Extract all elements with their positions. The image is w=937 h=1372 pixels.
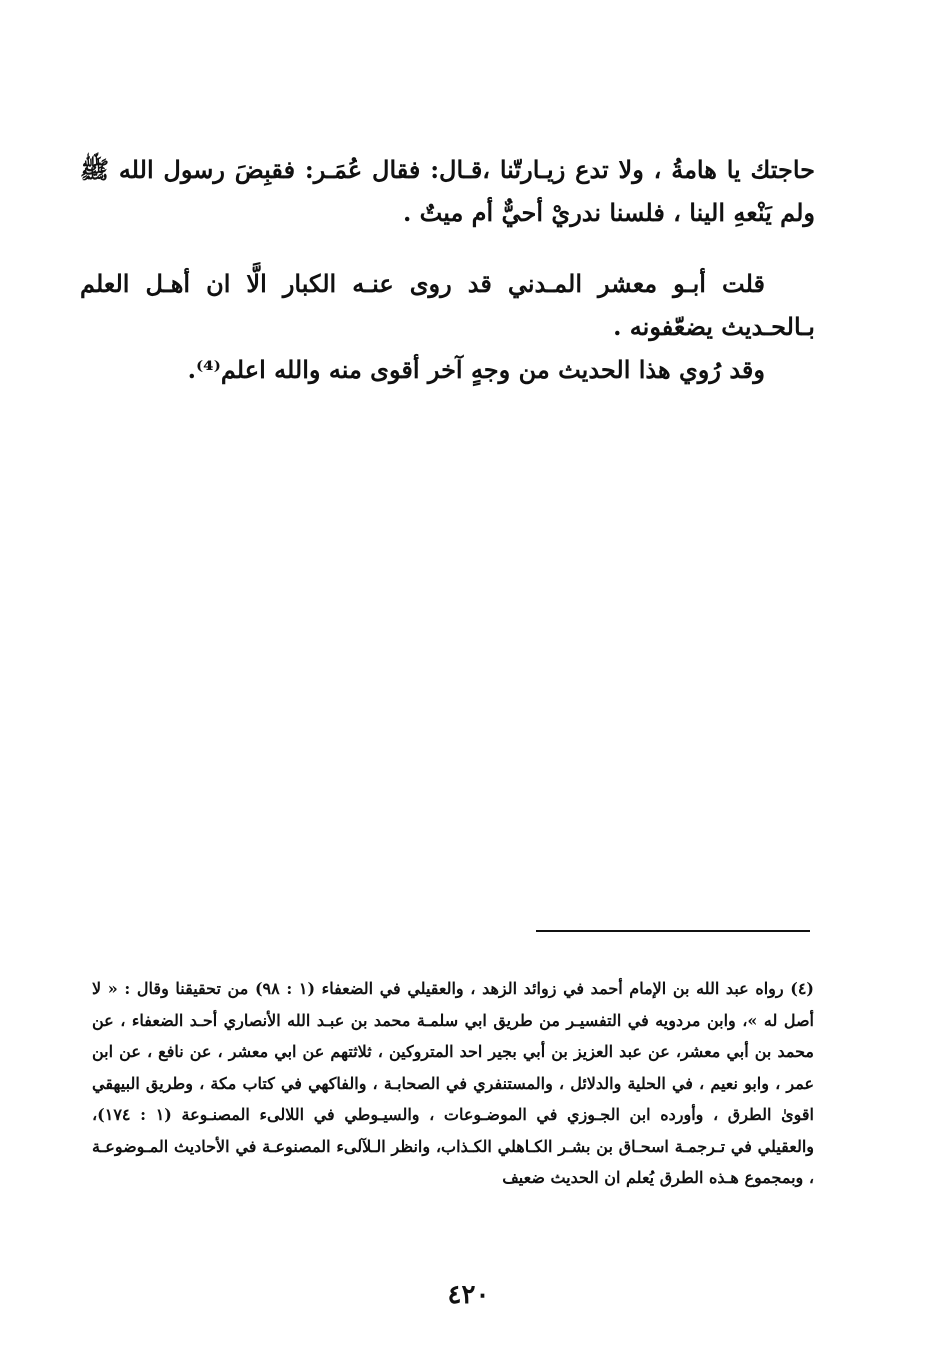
paragraph-2: قلت أبـو معشر المـدني قد روى عنـه الكبار الَّا ان أهـل العلم بـالحـديث يضعّفونه . [80, 269, 815, 341]
paragraph-3: وقد رُوي هذا الحديث من وجهٍ آخر أقوى منه والله اعلم⁽⁴⁾. [187, 355, 765, 384]
main-text [80, 148, 815, 391]
footnote-4: (٤) رواه عبد الله بن الإمام أحمد في زوائد الزهد ، والعقيلي في الضعفاء (١ : ٩٨) من تحقيقنا وقال : « لا أصل له »، وابن مردويه في التفسيـر من طريق ابي سلمـة محمد بن عبـد الله الأنصاري أحـد الضعفاء ، عن محمد بن أبي معشر، عن عبد العزيز بن أبي بجير احد المتروكين ، ثلاثتهم عن ابي معشر ، عن نافع ، عن ابن عمر ، وابو نعيم ، في الحلية والدلائل ، والمستنفري في الصحابـة ، والفاكهي في كتاب مكة ، وطريق البيهقي اقوىٰ الطرق ، وأورده ابن الجـوزي في الموضـوعات ، والسيـوطي في اللالىء المصنـوعة (١ : ١٧٤)، والعقيلي في تـرجمـة اسحـاق بن بشـر الكـاهلي الكـذاب، وانظر الـلآلىء المصنوعـة في الأحاديث المـوضوعـة ، وبمجموع هـذه الطرق يُعلم ان الحديث ضعيف [92, 979, 815, 1187]
page-number: ٤٢٠ [447, 1280, 490, 1310]
footnote-divider [536, 930, 810, 932]
footnotes [92, 973, 814, 1194]
paragraph-1: حاجتك يا هامةُ ، ولا تدع زيـارتّنا ،قـال: فقال عُمَـر: فقبِضَ رسول الله ﷺ ولم يَنْعهِ الينا ، فلسنا ندريْ أحيٌّ أم ميتٌ . [80, 155, 815, 227]
